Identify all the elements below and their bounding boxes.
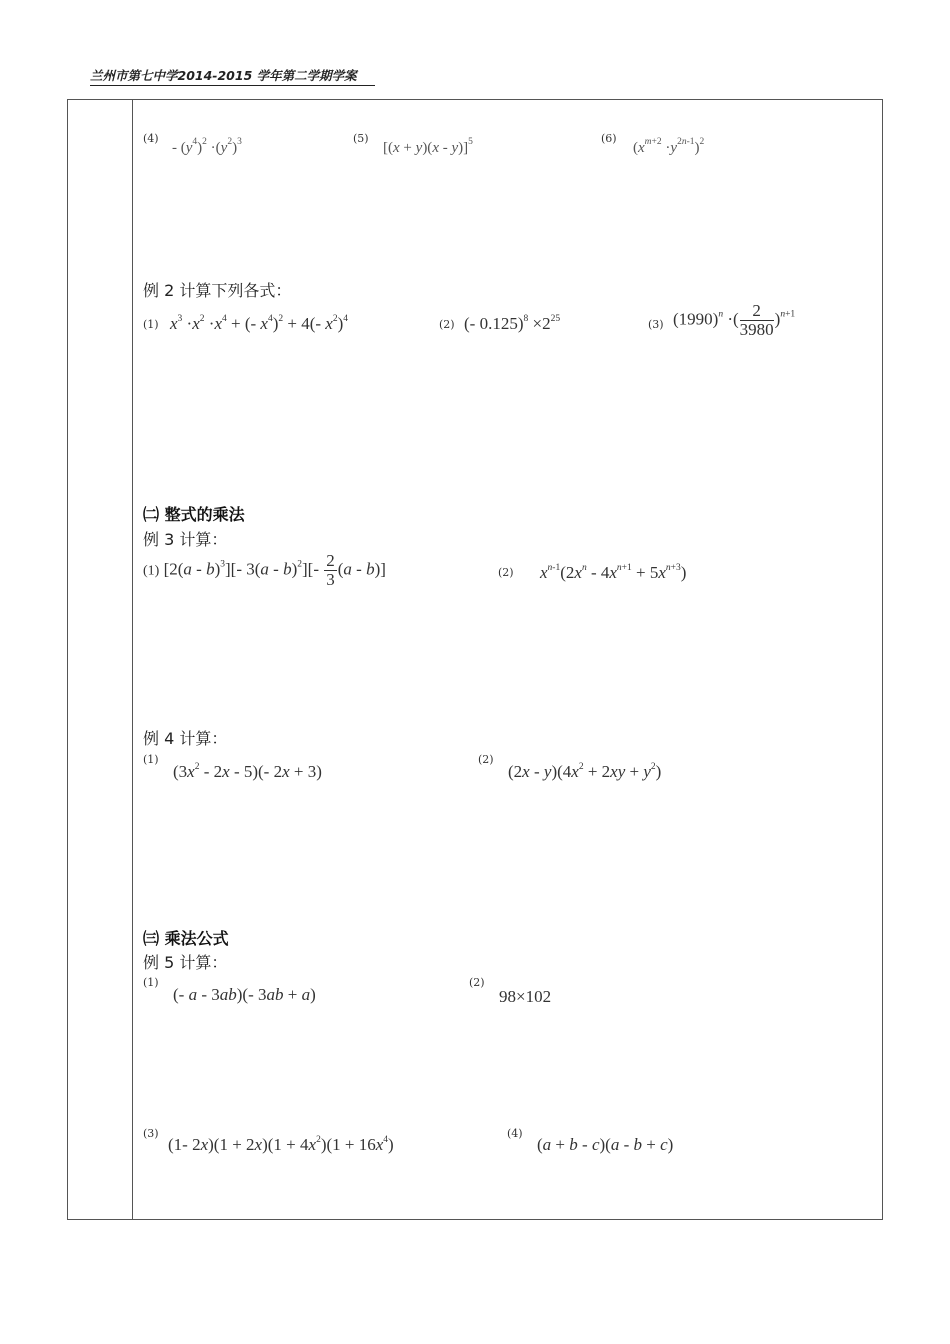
problem-number: (2) xyxy=(498,566,514,579)
math-expression: (1) [2(a - b)$^3$][- 3(a - b)$^2$][- $\frac{2}{3}$ (a - b)] xyxy=(143,551,386,589)
math-expression: $(3x^2 - 2x - 5)(-$ 2x + 3) xyxy=(173,762,322,781)
problem-number: (1) xyxy=(143,976,159,989)
section-title: ㈡ 整式的乘法 xyxy=(143,505,245,524)
table-column-divider xyxy=(132,99,133,1220)
math-expression: (1- $2x)(1 + 2x)(1 + 4x^2)(1 + 16x^4)$ xyxy=(168,1135,394,1154)
problem-number: (2) xyxy=(469,976,485,989)
math-expression: $[(x + y)(x - y)]^5$ xyxy=(383,137,473,156)
math-expression: (a + b - c)(a - b + c) xyxy=(537,1135,674,1154)
math-expression: $(1990)^n$ ·( $\frac{2}{3980}$ )$^{n+1}$ xyxy=(673,301,796,339)
problem-number: (4) xyxy=(143,132,159,145)
problem-number: (5) xyxy=(353,132,369,145)
section-title: ㈢ 乘法公式 xyxy=(143,929,229,948)
example-title: 例 4 计算： xyxy=(143,729,228,748)
problem-number: (3) xyxy=(648,318,664,331)
problem-number: (3) xyxy=(143,1127,159,1140)
math-expression: $x^3 \cdot x^2 \cdot x^4$ + (- $x^4)^2 + 4(-$ $x^2)^4$ xyxy=(170,314,349,333)
math-expression: (- $0.125)^8 \times 2^{25}$ xyxy=(464,314,561,333)
math-expression: (- a - 3ab)(- 3ab + a) xyxy=(173,985,316,1004)
example-title: 例 5 计算： xyxy=(143,953,228,972)
math-expression: 98×102 xyxy=(499,987,552,1006)
problem-number: (2) xyxy=(478,753,494,766)
math-expression: $(x^{m+2} \cdot y^{2n-1})^2$ xyxy=(633,137,705,156)
problem-number: (6) xyxy=(601,132,617,145)
header-underline xyxy=(90,85,375,86)
problem-number: (4) xyxy=(507,1127,523,1140)
math-expression: - $(y^4)^2 \cdot(y^2)^3$ xyxy=(172,137,242,156)
worksheet-table xyxy=(67,99,883,1220)
document-header: 兰州市第七中学2014-2015 学年第二学期学案 xyxy=(90,68,357,83)
problem-number: (1) xyxy=(143,753,159,766)
example-title: 例 3 计算： xyxy=(143,530,228,549)
problem-number: (1) xyxy=(143,318,159,331)
problem-number: (2) xyxy=(439,318,455,331)
math-expression: $(2x - y)(4x^2 + 2xy + y^2)$ xyxy=(508,762,662,781)
example-title: 例 2 计算下列各式： xyxy=(143,281,292,300)
math-expression: $x^{n-1}(2x^n - 4x^{n+1} + 5x^{n+3})$ xyxy=(540,563,687,582)
